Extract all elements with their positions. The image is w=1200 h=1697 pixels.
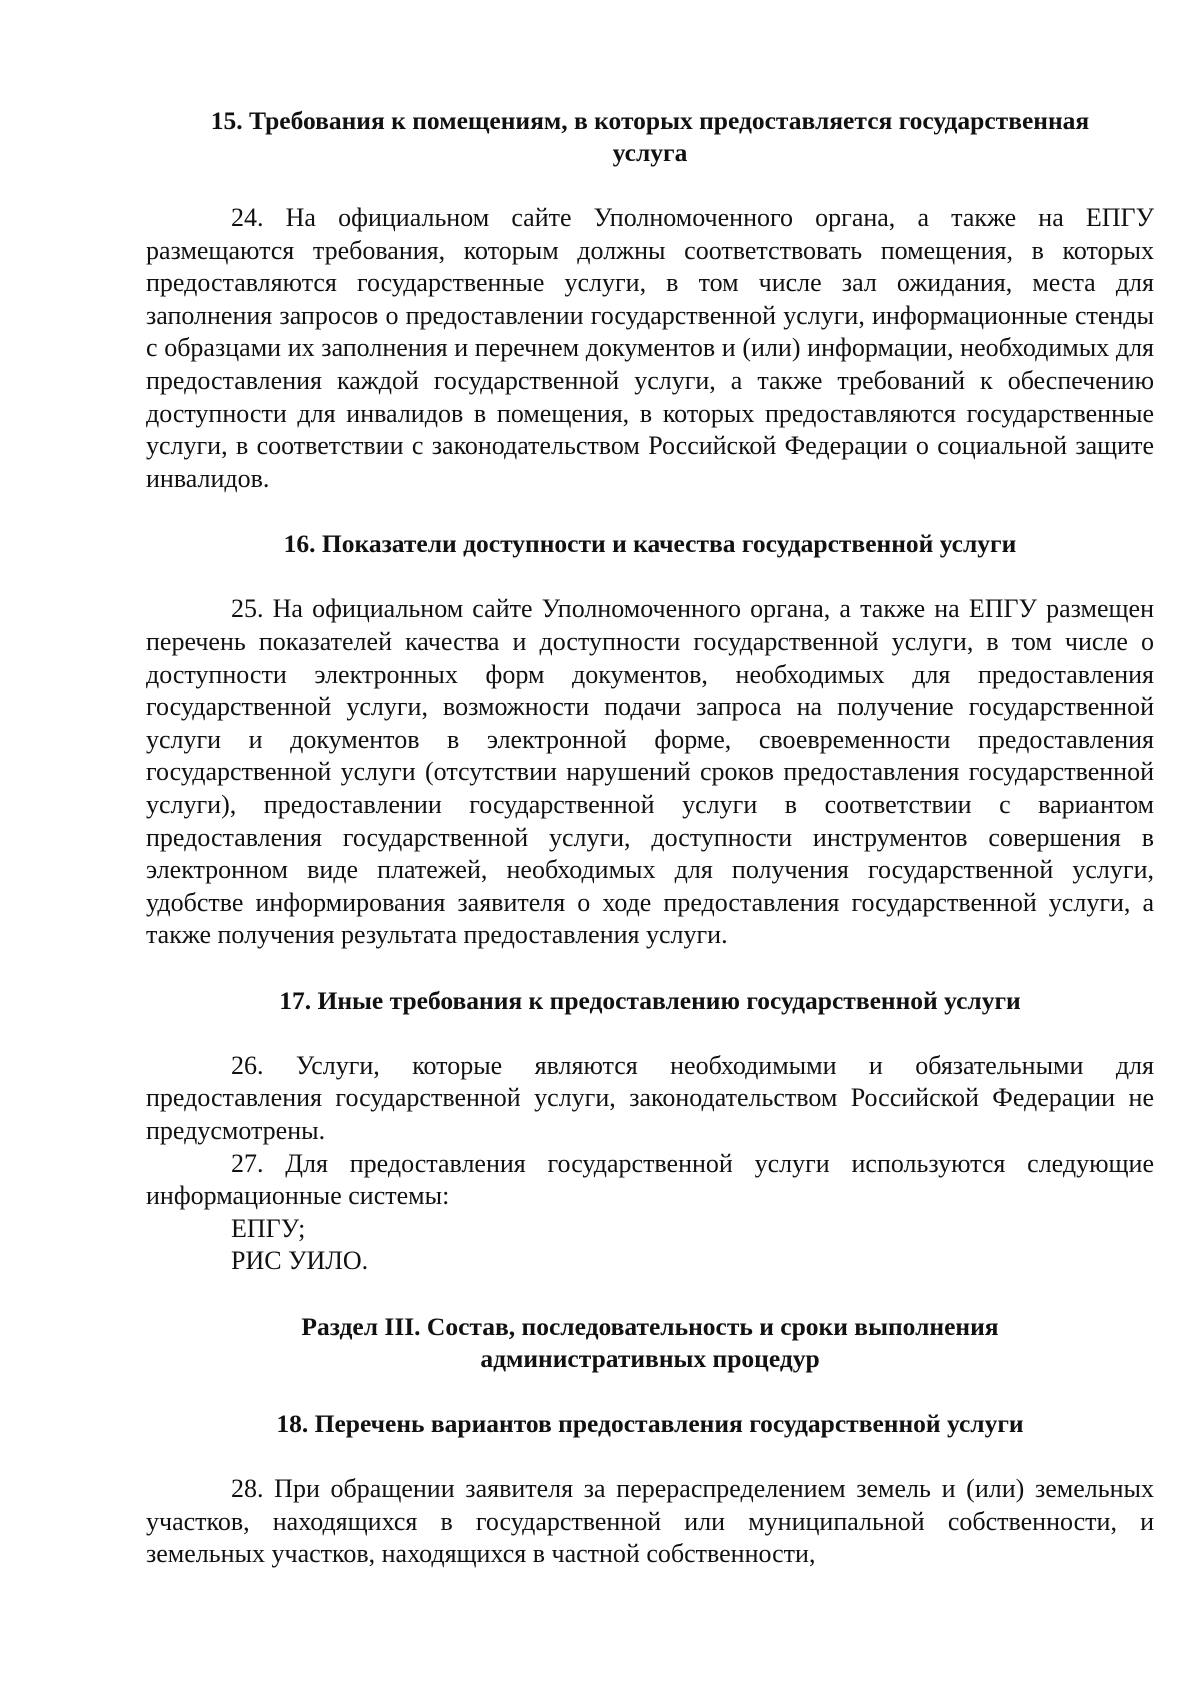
paragraph-26: 26. Услуги, которые являются необходимыми и обязательными для предоставления государственной услуги, законодательством Российской Федерации не предусмотрены. (146, 1050, 1154, 1146)
section-15-heading-line1: 15. Требования к помещениям, в которых предоставляется государственная (210, 106, 1090, 135)
section-16-heading: 16. Показатели доступности и качества государственной услуги (283, 529, 1017, 559)
section-15-heading (146, 105, 1154, 169)
info-system-epgu: ЕПГУ; (231, 1213, 306, 1243)
section-3-heading (146, 1311, 1154, 1375)
paragraph-27: 27. Для предоставления государственной услуги используются следующие информационные системы: (146, 1148, 1154, 1211)
info-system-ris-uilo: РИС УИЛО. (231, 1246, 369, 1276)
paragraph-24: 24. На официальном сайте Уполномоченного органа, а также на ЕПГУ размещаются требования, которым должны соответствовать помещения, в которых предоставляются государственные услуги, в том числе зал ожидания, места для заполнения запросов о предоставлении государственной услуги, информационные стенды с образцами их заполнения и перечнем документов и (или) информации, необходимых для предоставления каждой государственной услуги, а также требований к обеспечению доступности для инвалидов в помещения, в которых предоставляются государственные услуги, в соответствии с законодательством Российской Федерации о социальной защите инвалидов. (146, 203, 1154, 493)
section-3-heading-line1: Раздел III. Состав, последовательность и сроки выполнения (301, 1312, 999, 1342)
paragraph-28: 28. При обращении заявителя за перераспределением земель и (или) земельных участков, находящихся в государственной или муниципальной собственности, и земельных участков, находящихся в частной собственности, (146, 1474, 1154, 1569)
section-15-heading-line2: услуга (612, 138, 688, 167)
section-18-heading: 18. Перечень вариантов предоставления государственной услуги (276, 1409, 1024, 1439)
paragraph-25: 25. На официальном сайте Уполномоченного органа, а также на ЕПГУ размещен перечень показателей качества и доступности государственной услуги, в том числе о доступности электронных форм документов, необходимых для предоставления государственной услуги, возможности подачи запроса на получение государственной услуги и документов в электронной форме, своевременности предоставления государственной услуги (отсутствии нарушений сроков предоставления государственной услуги), предоставлении государственной услуги в соответствии с вариантом предоставления государственной услуги, доступности инструментов совершения в электронном виде платежей, необходимых для получения государственной услуги, удобстве информирования заявителя о ходе предоставления государственной услуги, а также получения результата предоставления услуги. (146, 594, 1154, 950)
section-3-heading-line2: административных процедур (480, 1344, 820, 1374)
section-17-heading: 17. Иные требования к предоставлению государственной услуги (279, 985, 1021, 1015)
document-page (146, 105, 1154, 1571)
